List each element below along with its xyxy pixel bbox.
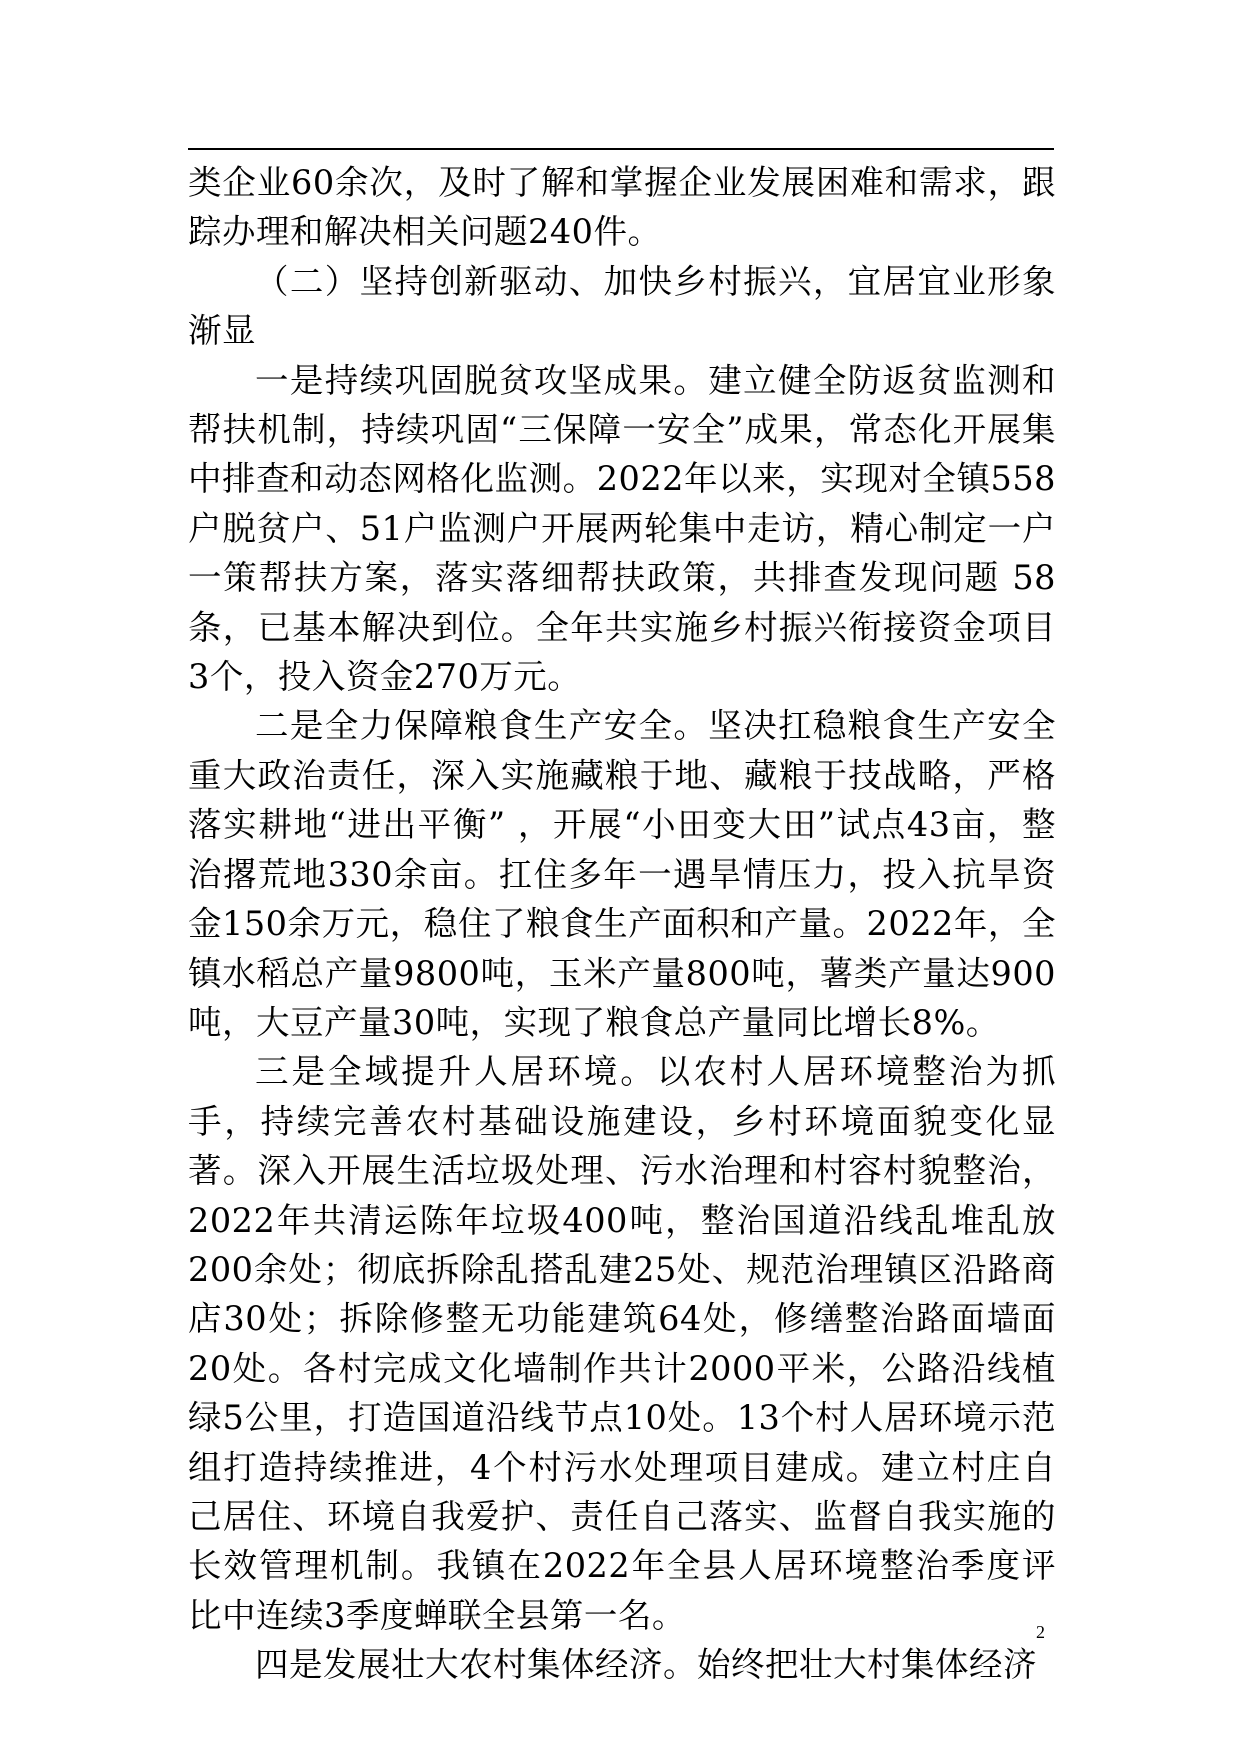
page-number: 2 [1036, 1622, 1045, 1642]
document-body [188, 158, 1056, 1690]
section-heading: （二）坚持创新驱动、加快乡村振兴，宜居宜业形象渐显 [188, 261, 1056, 351]
header-rule [188, 148, 1054, 150]
paragraph-poverty-alleviation: 一是持续巩固脱贫攻坚成果。建立健全防返贫监测和帮扶机制，持续巩固“三保障一安全”成果，常态化开展集中排查和动态网格化监测。2022年以来，实现对全镇558户脱贫户、51户监测户开展两轮集中走访，精心制定一户一策帮扶方案，落实落细帮扶政策，共排查发现问题 58条，已基本解决到位。全年共实施乡村振兴衔接资金项目 3个，投入资金270万元。 [188, 360, 1056, 697]
paragraph-collective-economy: 四是发展壮大农村集体经济。始终把壮大村集体经济 [255, 1645, 1037, 1685]
paragraph-food-security: 二是全力保障粮食生产安全。坚决扛稳粮食生产安全重大政治责任，深入实施藏粮于地、藏粮于技战略，严格落实耕地“进出平衡” ，开展“小田变大田”试点43亩，整治撂荒地330余亩。扛住多年一遇旱情压力，投入抗旱资金150余万元，稳住了粮食生产面积和产量。2022年，全镇水稻总产量9800吨，玉米产量800吨，薯类产量达900吨，大豆产量30吨，实现了粮食总产量同比增长8%。 [188, 706, 1056, 1042]
paragraph-living-environment: 三是全域提升人居环境。以农村人居环境整治为抓手，持续完善农村基础设施建设，乡村环境面貌变化显著。深入开展生活垃圾处理、污水治理和村容村貌整治，2022年共清运陈年垃圾400吨，整治国道沿线乱堆乱放200余处；彻底拆除乱搭乱建25处、规范治理镇区沿路商店30处；拆除修整无功能建筑64处，修缮整治路面墙面20处。各村完成文化墙制作共计2000平米，公路沿线植绿5公里，打造国道沿线节点10处。13个村人居环境示范组打造持续推进，4个村污水处理项目建成。建立村庄自己居住、环境自我爱护、责任自己落实、监督自我实施的长效管理机制。我镇在2022年全县人居环境整治季度评比中连续3季度蝉联全县第一名。 [188, 1052, 1056, 1635]
paragraph-continuation: 类企业60余次，及时了解和掌握企业发展困难和需求，跟踪办理和解决相关问题240件。 [188, 163, 1056, 252]
